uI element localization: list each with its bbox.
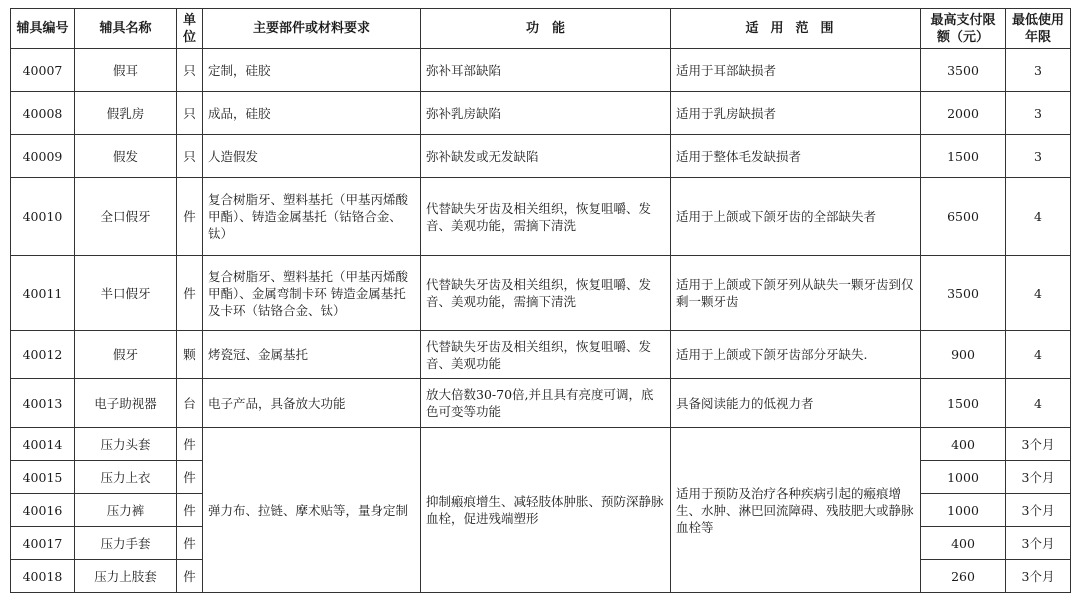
min-years-cell: 4 [1006,379,1071,428]
header-code: 辅具编号 [11,9,75,49]
name-cell: 假牙 [75,331,177,379]
max-pay-cell: 1500 [921,135,1006,178]
pressure-parts-cell: 弹力布、拉链、摩术贴等，量身定制 [203,428,421,593]
parts-cell: 复合树脂牙、塑料基托（甲基丙烯酸甲酯）、金属弯制卡环 铸造金属基托及卡环（钴铬合金、钛） [203,256,421,331]
table-row [11,331,1071,379]
document-page [10,8,1071,593]
code-cell: 40017 [11,527,75,560]
unit-cell: 件 [177,428,203,461]
unit-cell: 台 [177,379,203,428]
parts-cell: 电子产品，具备放大功能 [203,379,421,428]
unit-cell: 件 [177,461,203,494]
table-row [11,379,1071,428]
max-pay-cell: 1500 [921,379,1006,428]
max-pay-cell: 260 [921,560,1006,593]
name-cell: 全口假牙 [75,178,177,256]
table-row [11,428,1071,461]
header-scope: 适用范围 [671,9,921,49]
max-pay-cell: 400 [921,428,1006,461]
name-cell: 假乳房 [75,92,177,135]
name-cell: 压力裤 [75,494,177,527]
unit-cell: 件 [177,494,203,527]
min-years-cell: 3个月 [1006,461,1071,494]
header-name: 辅具名称 [75,9,177,49]
name-cell: 压力头套 [75,428,177,461]
table-row [11,256,1071,331]
unit-cell: 件 [177,178,203,256]
max-pay-cell: 900 [921,331,1006,379]
min-years-cell: 3 [1006,92,1071,135]
name-cell: 压力上衣 [75,461,177,494]
parts-cell: 烤瓷冠、金属基托 [203,331,421,379]
name-cell: 假发 [75,135,177,178]
pressure-function-cell: 抑制瘢痕增生、减轻肢体肿胀、预防深静脉血栓，促进残端塑形 [421,428,671,593]
table-row [11,178,1071,256]
function-cell: 弥补耳部缺陷 [421,49,671,92]
unit-cell: 件 [177,560,203,593]
name-cell: 压力手套 [75,527,177,560]
unit-cell: 件 [177,256,203,331]
parts-cell: 复合树脂牙、塑料基托（甲基丙烯酸甲酯）、铸造金属基托（钴铬合金、钛） [203,178,421,256]
header-max-pay: 最高支付限额（元） [921,9,1006,49]
unit-cell: 只 [177,135,203,178]
table-row [11,92,1071,135]
function-cell: 弥补缺发或无发缺陷 [421,135,671,178]
code-cell: 40007 [11,49,75,92]
function-cell: 代替缺失牙齿及相关组织，恢复咀嚼、发音、美观功能，需摘下清洗 [421,178,671,256]
header-min-years: 最低使用年限 [1006,9,1071,49]
scope-cell: 适用于耳部缺损者 [671,49,921,92]
name-cell: 假耳 [75,49,177,92]
code-cell: 40010 [11,178,75,256]
header-function: 功 能 [421,9,671,49]
max-pay-cell: 3500 [921,256,1006,331]
function-cell: 放大倍数30-70倍,并且具有亮度可调，底色可变等功能 [421,379,671,428]
min-years-cell: 4 [1006,256,1071,331]
unit-cell: 件 [177,527,203,560]
min-years-cell: 4 [1006,178,1071,256]
header-unit: 单位 [177,9,203,49]
name-cell: 电子助视器 [75,379,177,428]
parts-cell: 成品，硅胶 [203,92,421,135]
min-years-cell: 3个月 [1006,494,1071,527]
function-cell: 弥补乳房缺陷 [421,92,671,135]
scope-cell: 适用于上颌或下颌牙齿的全部缺失者 [671,178,921,256]
max-pay-cell: 400 [921,527,1006,560]
scope-cell: 适用于整体毛发缺损者 [671,135,921,178]
scope-cell: 具备阅读能力的低视力者 [671,379,921,428]
code-cell: 40015 [11,461,75,494]
table-row [11,135,1071,178]
header-parts: 主要部件或材料要求 [203,9,421,49]
max-pay-cell: 1000 [921,494,1006,527]
parts-cell: 人造假发 [203,135,421,178]
scope-cell: 适用于上颌或下颌牙齿部分牙缺失. [671,331,921,379]
table-row [11,49,1071,92]
min-years-cell: 3 [1006,135,1071,178]
code-cell: 40018 [11,560,75,593]
min-years-cell: 4 [1006,331,1071,379]
unit-cell: 颗 [177,331,203,379]
min-years-cell: 3个月 [1006,428,1071,461]
max-pay-cell: 2000 [921,92,1006,135]
code-cell: 40014 [11,428,75,461]
unit-cell: 只 [177,92,203,135]
function-cell: 代替缺失牙齿及相关组织，恢复咀嚼、发音、美观功能，需摘下清洗 [421,256,671,331]
assistive-device-table [10,8,1071,593]
parts-cell: 定制，硅胶 [203,49,421,92]
max-pay-cell: 3500 [921,49,1006,92]
max-pay-cell: 6500 [921,178,1006,256]
unit-cell: 只 [177,49,203,92]
code-cell: 40016 [11,494,75,527]
code-cell: 40013 [11,379,75,428]
header-row [11,9,1071,49]
code-cell: 40012 [11,331,75,379]
code-cell: 40008 [11,92,75,135]
code-cell: 40011 [11,256,75,331]
min-years-cell: 3个月 [1006,560,1071,593]
code-cell: 40009 [11,135,75,178]
min-years-cell: 3 [1006,49,1071,92]
name-cell: 压力上肢套 [75,560,177,593]
scope-cell: 适用于上颌或下颌牙列从缺失一颗牙齿到仅剩一颗牙齿 [671,256,921,331]
scope-cell: 适用于乳房缺损者 [671,92,921,135]
function-cell: 代替缺失牙齿及相关组织，恢复咀嚼、发音、美观功能 [421,331,671,379]
name-cell: 半口假牙 [75,256,177,331]
min-years-cell: 3个月 [1006,527,1071,560]
max-pay-cell: 1000 [921,461,1006,494]
pressure-scope-cell: 适用于预防及治疗各种疾病引起的瘢痕增生、水肿、淋巴回流障碍、残肢肥大或静脉血栓等 [671,428,921,593]
